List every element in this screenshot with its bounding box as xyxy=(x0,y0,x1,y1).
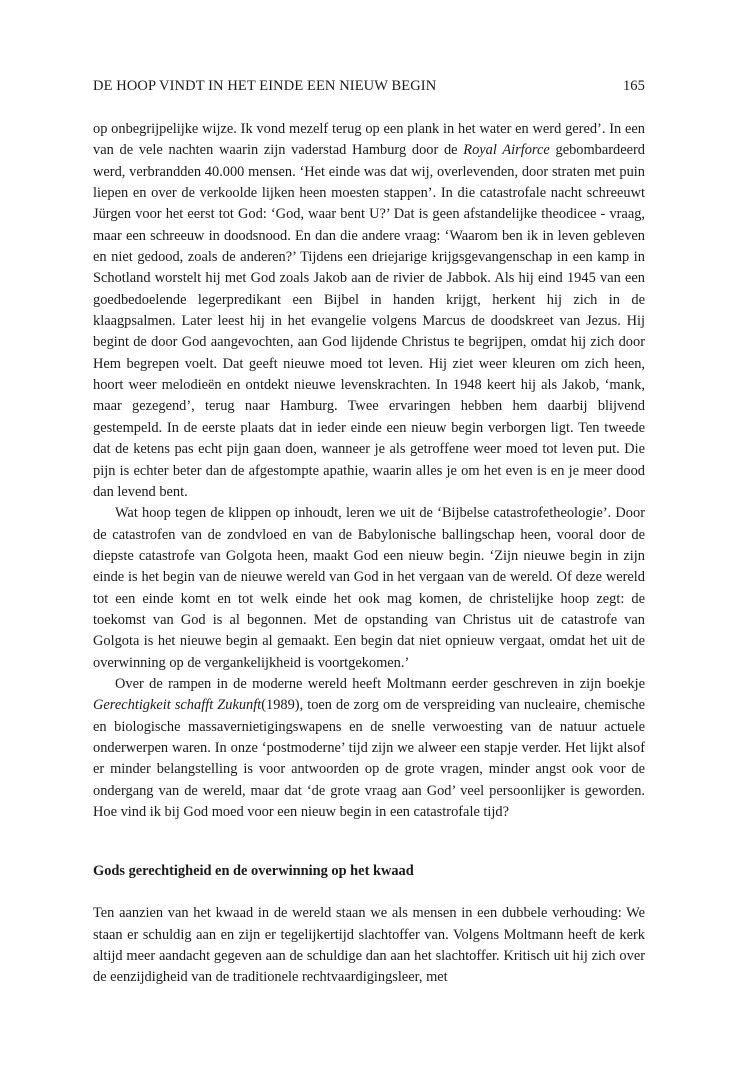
running-title: DE HOOP VINDT IN HET EINDE EEN NIEUW BEGIN xyxy=(93,78,437,94)
paragraph-3-part-a: Over de rampen in de moderne wereld heeft Moltmann eerder geschreven in zijn boekje xyxy=(115,675,645,692)
paragraph-3 xyxy=(93,674,645,823)
section-heading: Gods gerechtigheid en de overwinning op het kwaad xyxy=(93,863,414,880)
section-paragraph-1: Ten aanzien van het kwaad in de wereld staan we als mensen in een dubbele verhouding: We staan er schuldig aan en zijn er tegelijkertijd slachtoffer van. Volgens Moltmann heeft de kerk altijd meer aandacht gegeven aan de schuldige dan aan het slachtoffer. Kritisch uit hij zich over de eenzijdigheid van de traditionele rechtvaardigingsleer, met xyxy=(93,905,645,986)
book-page xyxy=(93,76,645,989)
body-text xyxy=(93,119,645,823)
paragraph-2: Wat hoop tegen de klippen op inhoudt, leren we uit de ‘Bijbelse catastrofetheologie’. Door de catastrofen van de zondvloed en van de Babylonische ballingschap heen, vooral door de diepste catastrofe van Golgota heen, maakt God een nieuw begin. ‘Zijn nieuwe begin in zijn einde is het begin van de nieuwe wereld van God in het vergaan van de wereld. Of deze wereld tot een einde komt en tot welk einde het ook mag komen, de christelijke hoop zegt: de toekomst van God is al begonnen. Met de opstanding van Christus uit de catastrofe van Golgota is het nieuwe begin al gemaakt. Een begin dat niet opnieuw vergaat, omdat het uit de overwinning op de vergankelijkheid is voortgekomen.’ xyxy=(93,505,645,671)
italic-book-title: Gerechtigkeit schafft Zukunft xyxy=(93,697,262,714)
paragraph-1-part-b: gebombardeerd werd, verbrandden 40.000 mensen. ‘Het einde was dat wij, overlevenden, door straten met puin liepen en over de verkoolde lijken heen moesten stappen’. In die catastrofale nacht schreeuwt Jürgen voor het eerst tot God: ‘God, waar bent U?’ Dat is geen afstandelijke theodicee - vraag, maar een schreeuw in doodsnood. En dan die andere vraag: ‘Waarom ben ik in leven gebleven en niet gedood, zoals de anderen?’ Tijdens een driejarige krijgsgevangenschap in een kamp in Schotland worstelt hij met God zoals Jakob aan de rivier de Jabbok. Als hij eind 1945 van een goedbedoelende legerpredikant een Bijbel in handen krijgt, herkent hij zich in de klaagpsalmen. Later leest hij in het evangelie volgens Marcus de doodskreet van Jezus. Hij begint de door God aangevochten, aan God lijdende Christus te begrijpen, omdat hij zich door Hem begrepen voelt. Dat geeft nieuwe moed tot leven. Hij ziet weer kleuren om zich heen, hoort weer melodieën en ontdekt nieuwe levenskrachten. In 1948 keert hij als Jakob, ‘mank, maar gezegend’, terug naar Hamburg. Twee ervaringen hebben hem daarbij blijvend gestempeld. In de eerste plaats dat in ieder einde een nieuw begin verborgen ligt. Ten tweede dat de ketens pas echt pijn gaan doen, wanneer je als getroffene weer moed tot leven put. Die pijn is echter beter dan de afgestompte apathie, waarin alles je om het even is en je meer dood dan levend bent. xyxy=(93,142,645,500)
section-body-text xyxy=(93,903,645,988)
paragraph-1-part-a: op onbegrijpelijke wijze. Ik vond mezelf terug op een plank in het water en werd gered’. In een van de vele nachten waarin zijn vaderstad Hamburg door de xyxy=(93,121,645,159)
paragraph-1 xyxy=(93,119,645,503)
running-header xyxy=(93,76,645,96)
paragraph-3-part-b: (1989), toen de zorg om de verspreiding van nucleaire, chemische en biologische massavernietigingswapens en de snelle verwoesting van de natuur actuele onderwerpen waren. In onze ‘postmoderne’ tijd zijn we alweer een stapje verder. Het lijkt alsof er minder belangstelling is voor antwoorden op de grote vragen, minder angst ook voor de ondergang van de wereld, maar dat ‘de grote vraag aan God’ veel persoonlijker is geworden. Hoe vind ik bij God moed voor een nieuw begin in een catastrofale tijd? xyxy=(93,697,645,820)
page-number: 165 xyxy=(622,78,645,94)
italic-royal-airforce: Royal Airforce xyxy=(463,142,550,159)
